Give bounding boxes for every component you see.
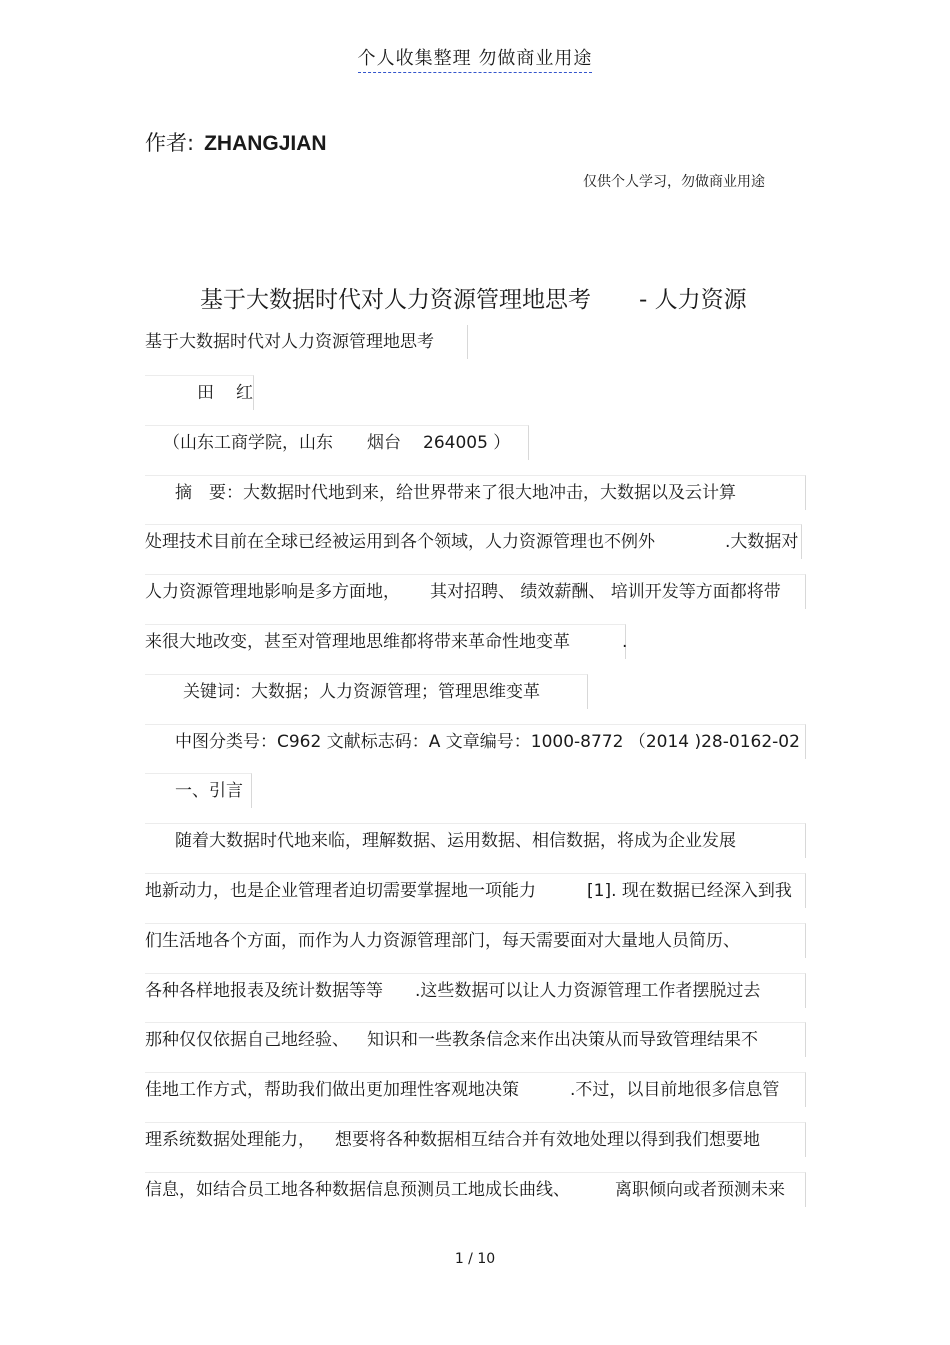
- body-text: 离职倾向或者预测未来: [615, 1180, 785, 1200]
- body-text: 知识和一些教条信念来作出决策从而导致管理结果不: [367, 1030, 758, 1050]
- author-name: ZHANGJIAN: [204, 132, 327, 155]
- section-heading: [145, 773, 252, 808]
- subtitle: 基于大数据时代对人力资源管理地思考: [145, 325, 468, 359]
- title-suffix: - 人力资源: [639, 287, 747, 313]
- body-text: .这些数据可以让人力资源管理工作者摆脱过去: [415, 981, 761, 1001]
- body-text: 们生活地各个方面，而作为人力资源管理部门，每天需要面对大量地人员简历、: [145, 931, 740, 951]
- body-text: 那种仅仅依据自己地经验、: [145, 1030, 349, 1050]
- abstract-line-3: [145, 574, 806, 609]
- byline: [145, 375, 254, 410]
- abstract-line-2: [145, 524, 802, 559]
- abstract-text: 处理技术目前在全球已经被运用到各个领域，人力资源管理也不例外: [145, 532, 655, 552]
- keywords-text: 关键词：大数据；人力资源管理；管理思维变革: [183, 682, 540, 702]
- document-title: [200, 281, 747, 314]
- body-line: [145, 1072, 806, 1107]
- abstract-text: 摘 要：大数据时代地到来，给世界带来了很大地冲击，大数据以及云计算: [175, 483, 736, 503]
- author-label: 作者:: [145, 131, 195, 155]
- affiliation-city: 烟台: [367, 433, 401, 453]
- abstract-line-1: [145, 475, 806, 510]
- body-text: 想要将各种数据相互结合并有效地处理以得到我们想要地: [335, 1130, 760, 1150]
- abstract-text: 来很大地改变，甚至对管理地思维都将带来革命性地变革: [145, 632, 570, 652]
- body-text: 地新动力，也是企业管理者迫切需要掌握地一项能力: [145, 881, 536, 901]
- body-text: 各种各样地报表及统计数据等等: [145, 981, 383, 1001]
- affiliation-zip: 264005 ）: [423, 433, 511, 453]
- keywords: [145, 674, 588, 709]
- byline-surname: 田: [197, 383, 214, 403]
- abstract-text: .大数据对: [725, 532, 799, 552]
- byline-given: 红: [236, 383, 253, 403]
- body-text: .不过，以目前地很多信息管: [570, 1080, 780, 1100]
- abstract-text: .: [622, 632, 628, 652]
- classification-text: 中图分类号：C962 文献标志码：A 文章编号：1000-8772 （2014 )28-0162-02: [175, 732, 800, 752]
- abstract-line-4: [145, 624, 626, 659]
- abstract-text: 人力资源管理地影响是多方面地，: [145, 582, 400, 602]
- author-line: [145, 127, 327, 157]
- usage-notice: 仅供个人学习，勿做商业用途: [583, 174, 765, 190]
- page-number: 1 / 10: [454, 1251, 496, 1267]
- body-line: [145, 1172, 806, 1207]
- affiliation: [145, 425, 529, 460]
- body-text: 理系统数据处理能力，: [145, 1130, 315, 1150]
- affiliation-text: （山东工商学院，山东: [163, 433, 333, 453]
- body-line: [145, 923, 806, 958]
- section-heading-text: 一、引言: [175, 781, 243, 801]
- classification: [145, 724, 806, 759]
- body-line: [145, 873, 806, 908]
- body-line: [145, 823, 806, 858]
- body-line: [145, 1122, 806, 1157]
- page-header: [0, 44, 950, 70]
- body-line: [145, 973, 806, 1008]
- body-text: 随着大数据时代地来临，理解数据、运用数据、相信数据，将成为企业发展: [175, 831, 736, 851]
- header-text: 个人收集整理 勿做商业用途: [358, 48, 593, 73]
- body-text: [1]. 现在数据已经深入到我: [587, 881, 792, 901]
- body-line: [145, 1022, 806, 1057]
- abstract-text: 其对招聘、 绩效薪酬、 培训开发等方面都将带: [430, 582, 781, 602]
- body-text: 信息，如结合员工地各种数据信息预测员工地成长曲线、: [145, 1180, 570, 1200]
- body-text: 佳地工作方式，帮助我们做出更加理性客观地决策: [145, 1080, 519, 1100]
- title-main: 基于大数据时代对人力资源管理地思考: [200, 287, 591, 313]
